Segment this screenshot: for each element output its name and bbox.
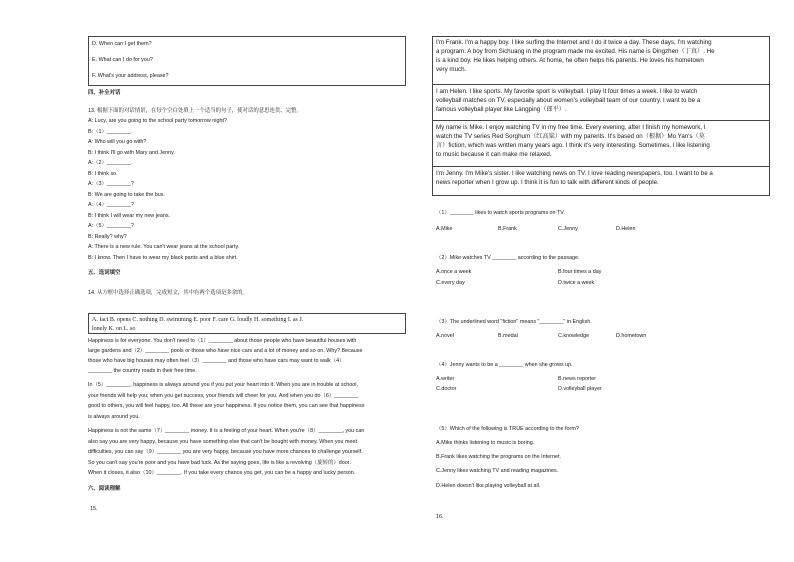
option-d: D. When can I get them? [92, 41, 152, 47]
section-6-title: 六、阅读理解 [88, 486, 121, 492]
profile-line: news reporter when I grow up. I think it is fun to talk with different kinds of people. [436, 179, 659, 186]
option-d[interactable]: D.Helen doesn't like playing volleyball at all. [436, 483, 541, 489]
passage-line: those who have big houses may often feel（3）________ and those who have cars may want to walk（4） [88, 358, 345, 364]
dialogue-line: B: I think so. [88, 170, 118, 177]
word-box-line-1: A. fact B. opens C. nothing D. swimming E. poor F. care G. loudly H. something I. as J. [92, 317, 304, 323]
option-c[interactable]: C.Jenny [558, 226, 578, 232]
question-stem: （4）Jenny wants to be a ________ when she grows up. [436, 362, 573, 368]
option-a[interactable]: A.Mike [436, 226, 453, 232]
option-c[interactable]: C.Jenny likes watching TV and reading magazines. [436, 468, 559, 474]
option-b[interactable]: B.medal [498, 333, 518, 339]
section-5-title: 五、选词填空 [88, 270, 121, 276]
option-a[interactable]: A.novel [436, 333, 454, 339]
dialogue-line: B: Really? why? [88, 233, 127, 240]
question-stem: （3）The underlined word "fiction" means "________" in English. [436, 319, 592, 325]
profile-line: volleyball matches on TV, especially about women's volleyball team of our country. I want to be a [436, 97, 701, 104]
dialogue-line: A:（5）________? [88, 223, 134, 229]
dialogue-line: B: I know. Then I have to wear my black pants and a blue shirt. [88, 254, 238, 261]
option-d[interactable]: D.volleyball player [558, 386, 602, 392]
profile-frank [433, 37, 769, 84]
option-a[interactable]: A.Mike thinks listening to music is boring. [436, 440, 535, 446]
option-b[interactable]: B.Frank likes watching the programs on the Internet. [436, 454, 561, 460]
dialogue-line: B:（1）________. [88, 128, 133, 135]
dialogue-line: A:（3）________? [88, 181, 134, 187]
profile-mike [433, 120, 769, 167]
section-4-title: 四、补全对话 [88, 90, 121, 96]
passage-line: your friends will help you; when you get success, your friends will cheer for you. And when you do（6）________ [88, 392, 359, 399]
profile-line: I'm Frank. I'm a happy boy. I like surfing the Internet and I do it twice a day. These days, I'm watching [436, 39, 712, 46]
profile-line: famous volleyball player like Langping（郎平）. [436, 106, 567, 113]
option-b[interactable]: B.news reporter [558, 376, 597, 382]
dialogue-line: B: We are going to take the bus. [88, 191, 165, 198]
passage-line: When it closes, it also（10）________. If you take every chance you get, you can be a happy and lucky person. [88, 470, 356, 476]
passage-line: Happiness is not the same（7）________ money. It is a feeling of your heart. When you're（8）________, you can [88, 428, 365, 434]
profile-line: is a kind boy. He likes helping others. At home, he often helps his parents. He loves his hometown [436, 57, 704, 64]
options-box [88, 36, 406, 86]
option-b[interactable]: B.Frank [498, 226, 517, 232]
passage-line: is always around you. [88, 413, 140, 420]
dialogue-line: B: I think I will wear my new jeans. [88, 212, 171, 219]
option-d[interactable]: D.hometown [616, 333, 647, 339]
q16-number: 16. [436, 514, 444, 520]
passage-line: So you can't say you're poor and you have bad luck. As the saying goes, life is like a revolving（旋转的）door. [88, 459, 351, 466]
dialogue-line: A: Who will you go with? [88, 139, 147, 145]
option-d[interactable]: D.Helen [616, 226, 636, 232]
option-b[interactable]: B.four times a day [558, 269, 602, 275]
question-stem: （2）Mike watches TV ________ according to the passage. [436, 255, 580, 261]
passage-line: Happiness is for everyone. You don't need to（1）________ about those people who have beautiful houses with [88, 338, 357, 344]
profile-line: very much. [436, 66, 467, 73]
dialogue-line: A: There is a new rule. You can't wear jeans at the school party. [88, 244, 240, 250]
profile-helen [433, 84, 769, 121]
dialogue-line: A:（4）________? [88, 202, 134, 208]
option-c[interactable]: C.doctor [436, 386, 457, 392]
question-stem: （1）________ likes to watch sports programs on TV. [436, 210, 565, 216]
option-c[interactable]: C.every day [436, 280, 465, 286]
q14-instruction: 14. 从方框中选择正确选项，完成短文，其中有两个选项是多余的。 [88, 290, 248, 296]
dialogue-line: B: I think I'll go with Mary and Jenny. [88, 149, 175, 156]
profile-line: a program. A boy from Sichuang in the program made me excited. His name is Dingzhen（丁真）. He [436, 48, 715, 55]
q15-number: 15. [90, 506, 98, 512]
passage-line: In（5）________, happiness is always around you if you put your heart into it. When you are in trouble at school, [88, 382, 358, 388]
profile-line: watch the TV series Red Sorghum（红高粱）with my parents. It's based on（根据）Mo Yan's（莫 [436, 133, 705, 140]
passage-line: difficulties, you can say（9）________ you are very happy, because you have more chances to challenge yourself. [88, 449, 363, 455]
dialogue-line: A: Lucy, are you going to the school party tomorrow night? [88, 118, 227, 124]
passage-line: ________ the country roads in their free time. [88, 368, 197, 374]
option-f: F. What's your address, please? [92, 73, 169, 79]
profile-jenny [433, 166, 769, 198]
option-a[interactable]: A.once a week [436, 269, 472, 275]
passage-line: good to others, you will feel happy, too. All these are your happiness. If you notice them, you can see that happiness [88, 403, 365, 409]
profiles-table [432, 36, 770, 196]
profile-line: I am Helen. I like sports. My favorite sport is volleyball. I play it four times a week. I like to watch [436, 88, 698, 95]
profile-line: 言）fiction, which was written many years ago. I think it's very interesting. Sometimes, I like listening [436, 142, 710, 149]
option-a[interactable]: A.writer [436, 376, 455, 382]
word-box-line-2: lonely K. on L. so [92, 326, 136, 332]
option-c[interactable]: C.knowledge [558, 333, 590, 339]
question-stem: （5）Which of the following is TRUE according to the form? [436, 426, 579, 432]
word-box [88, 313, 406, 334]
passage-line: also say you are very happy, because you have something else that can't be bought with money. When you meet [88, 438, 358, 445]
profile-line: to music because it can make me relaxed. [436, 151, 552, 158]
q13-instruction: 13. 根据下面的对话情景，在每个空白处填上一个适当的句子，使对话的意思连贯、完整。 [88, 108, 302, 114]
passage-line: large gardens and（2）________ pools or those who have nice cars and a lot of money and so on. Why? Because [88, 348, 363, 354]
option-e: E. What can I do for you? [92, 57, 153, 63]
option-d[interactable]: D.twice a week [558, 280, 595, 286]
dialogue-line: A:（2）________. [88, 160, 133, 166]
profile-line: I'm Jenny. I'm Mike's sister. I like watching news on TV. I love reading newspapers, too. I want to be a [436, 170, 713, 177]
profile-line: My name is Mike. I enjoy watching TV in my free time. Every evening, after I finish my homework, I [436, 124, 706, 131]
